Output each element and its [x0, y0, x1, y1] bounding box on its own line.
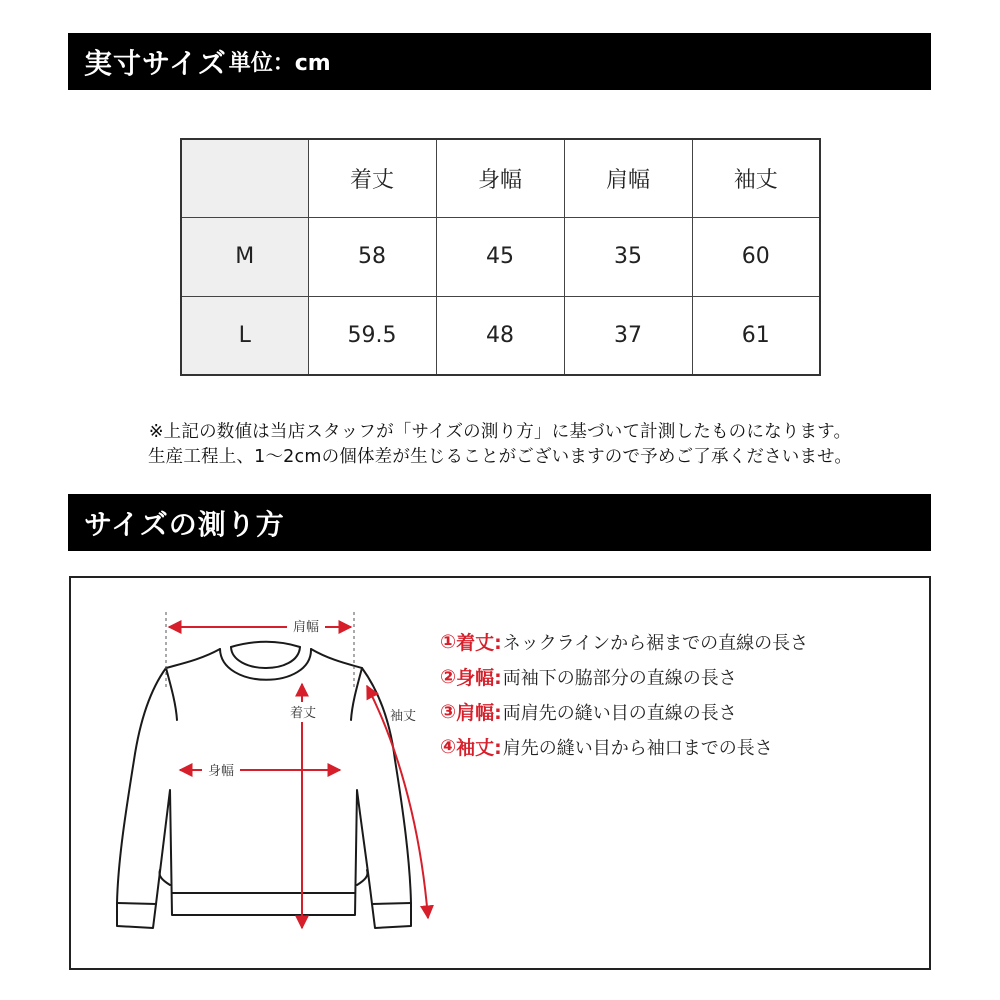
legend-description: 肩先の縫い目から袖口までの長さ	[502, 737, 773, 759]
header-shoulder-width: 肩幅	[564, 139, 692, 217]
legend-description: 両肩先の縫い目の直線の長さ	[502, 702, 737, 724]
length-label: 着丈	[289, 706, 317, 721]
header-body-width: 身幅	[436, 139, 564, 217]
table-cell: 45	[436, 217, 564, 296]
list-item	[440, 659, 920, 694]
legend-term: 袖丈:	[456, 737, 502, 759]
table-cell: 58	[308, 217, 436, 296]
collar-inner	[231, 647, 300, 668]
legend-term: 肩幅:	[456, 702, 502, 724]
size-label: L	[181, 296, 308, 375]
size-header-title: 実寸サイズ	[84, 46, 227, 80]
measurement-note-1: ※上記の数値は当店スタッフが「サイズの測り方」に基づいて計測したものになります。	[148, 422, 852, 442]
legend-description: ネックラインから裾までの直線の長さ	[502, 632, 809, 654]
table-cell: 59.5	[308, 296, 436, 375]
left-sleeve-wrinkle	[159, 870, 170, 885]
how-to-measure-title: サイズの測り方	[84, 507, 285, 541]
list-item	[440, 729, 920, 764]
left-armhole-seam	[166, 668, 177, 720]
body-outline	[117, 649, 411, 928]
header-sleeve-length: 袖丈	[692, 139, 820, 217]
list-item	[440, 624, 920, 659]
table-cell: 35	[564, 217, 692, 296]
right-cuff-seam	[372, 903, 411, 904]
collar-back	[231, 642, 300, 647]
sleeve-length-label: 袖丈	[389, 709, 417, 724]
shoulder-width-label: 肩幅	[292, 620, 320, 635]
measurement-note-2: 生産工程上、1〜2cmの個体差が生じることがございますので予めご了承くださいませ。	[147, 447, 853, 467]
table-cell: 61	[692, 296, 820, 375]
header-length: 着丈	[308, 139, 436, 217]
list-item	[440, 694, 920, 729]
legend-number: ②	[440, 665, 457, 688]
left-cuff-seam	[117, 903, 156, 904]
sweatshirt-outline	[117, 642, 411, 928]
size-label: M	[181, 217, 308, 296]
table-cell: 37	[564, 296, 692, 375]
right-armhole-seam	[351, 668, 362, 720]
legend-term: 身幅:	[456, 667, 502, 689]
right-sleeve-wrinkle	[357, 870, 368, 885]
size-header-unit: 単位：cm	[228, 51, 331, 76]
legend-number: ①	[440, 630, 457, 653]
table-cell: 60	[692, 217, 820, 296]
legend-term: 着丈:	[456, 632, 502, 654]
legend-number: ④	[440, 735, 457, 758]
table-cell: 48	[436, 296, 564, 375]
measurement-legend	[440, 624, 920, 764]
legend-number: ③	[440, 700, 457, 723]
legend-description: 両袖下の脇部分の直線の長さ	[502, 667, 737, 689]
body-width-label: 身幅	[207, 764, 235, 779]
